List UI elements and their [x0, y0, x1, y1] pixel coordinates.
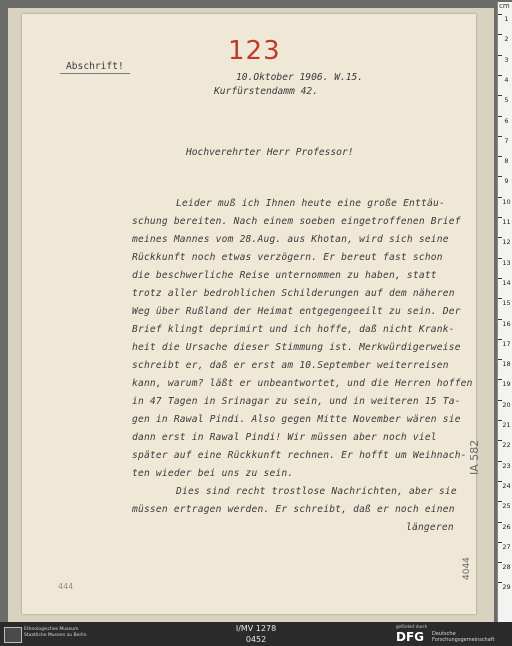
ruler-number: 1 [504, 15, 509, 23]
letter-line: Brief klingt deprimirt und ich hoffe, daß nicht Krank- [132, 324, 455, 335]
ruler-number: 10 [502, 197, 511, 206]
ruler-number: 11 [502, 218, 511, 226]
ruler-number: 8 [504, 157, 509, 166]
ruler-number: 18 [502, 360, 511, 369]
dfg-branding [396, 624, 506, 644]
ruler-number: 5 [504, 96, 509, 105]
letter-line: trotz aller bedrohlichen Schilderungen auf dem näheren [132, 288, 455, 299]
letter-line: Weg über Rußland der Heimat entgegengeeilt zu sein. Der [132, 306, 461, 317]
ruler-number: 17 [502, 339, 511, 348]
ruler-unit-label: cm [499, 2, 510, 10]
ruler-number: 4 [504, 75, 509, 84]
letter-line: müssen ertragen werden. Er schreibt, daß er noch einen [132, 504, 455, 515]
dfg-name-line2: Forschungsgemeinschaft [432, 637, 495, 643]
abschrift-label: Abschrift! [60, 60, 130, 74]
ruler-number: 28 [502, 563, 511, 572]
ruler-number: 29 [502, 583, 511, 592]
letter-line: Leider muß ich Ihnen heute eine große Enttäu- [176, 198, 445, 209]
ruler-number: 27 [502, 542, 511, 551]
letter-line: in 47 Tagen in Srinagar zu sein, und in weiteren 15 Ta- [132, 396, 461, 407]
ruler-number: 3 [504, 55, 509, 64]
museum-name: Ethnologisches Museum [24, 627, 79, 632]
museum-institution: Staatliche Museen zu Berlin [24, 632, 87, 638]
dfg-name-line1: Deutsche [432, 631, 456, 637]
ruler-number: 21 [502, 421, 511, 429]
ruler-number: 22 [502, 441, 511, 450]
letter-line: heit die Ursache dieser Stimmung ist. Merkwürdigerweise [132, 342, 461, 353]
letter-line: kann, warum? läßt er unbeantwortet, und die Herren hoffen [132, 378, 473, 389]
address-line: Kurfürstendamm 42. [214, 86, 318, 97]
margin-note-number: 4044 [462, 557, 472, 580]
page-sequence: 0452 [245, 635, 267, 644]
ruler-number: 7 [504, 136, 509, 145]
ruler-number: 23 [502, 461, 511, 470]
letter-line: schung bereiten. Nach einem soeben eingetroffenen Brief [132, 216, 461, 227]
dfg-logo: DFG [396, 630, 425, 644]
letter-line: Dies sind recht trostlose Nachrichten, aber sie [176, 486, 457, 497]
pencil-note: 444 [58, 582, 74, 591]
letter-line: später auf eine Rückkunft rechnen. Er hofft um Weihnach- [132, 450, 467, 461]
ruler-number: 6 [504, 116, 509, 125]
letter-line: Rückkunft noch etwas verzögern. Er bereut fast schon [132, 252, 443, 263]
ruler-number: 15 [502, 299, 511, 308]
ruler-number: 16 [502, 319, 511, 328]
footer-bar [0, 622, 512, 646]
ruler-number: 26 [502, 522, 511, 531]
letter-line: dann erst in Rawal Pindi! Wir müssen aber noch viel [132, 432, 437, 443]
page-number: 123 [228, 36, 281, 66]
ruler-number: 9 [504, 177, 509, 186]
letter-line: ten wieder bei uns zu sein. [132, 468, 294, 479]
letter-line: schreibt er, daß er erst am 10.September weiterreisen [132, 360, 449, 371]
ruler-number: 2 [504, 35, 509, 44]
date-line: 10.Oktober 1906. W.15. [236, 72, 364, 83]
ruler-number: 13 [502, 258, 511, 267]
ruler-number: 25 [502, 502, 511, 511]
ruler-number: 19 [502, 380, 511, 389]
margin-note-inventory: IA 582 [468, 439, 481, 475]
dfg-funded-by: gefördert durch [396, 624, 428, 629]
salutation: Hochverehrter Herr Professor! [186, 147, 354, 158]
letter-line: gen in Rawal Pindi. Also gegen Mitte November wären sie [132, 414, 461, 425]
measurement-ruler [497, 2, 512, 622]
ruler-number: 12 [502, 238, 511, 247]
ruler-number: 14 [502, 278, 511, 287]
inventory-number: I/MV 1278 [235, 624, 277, 633]
letter-line: meines Mannes vom 28.Aug. aus Khotan, wird sich seine [132, 234, 449, 245]
ruler-number: 20 [502, 400, 511, 409]
dfg-name [432, 631, 494, 643]
ruler-number: 24 [502, 481, 511, 490]
letter-line: längeren [406, 522, 454, 533]
letter-line: die beschwerliche Reise unternommen zu haben, statt [132, 270, 437, 281]
